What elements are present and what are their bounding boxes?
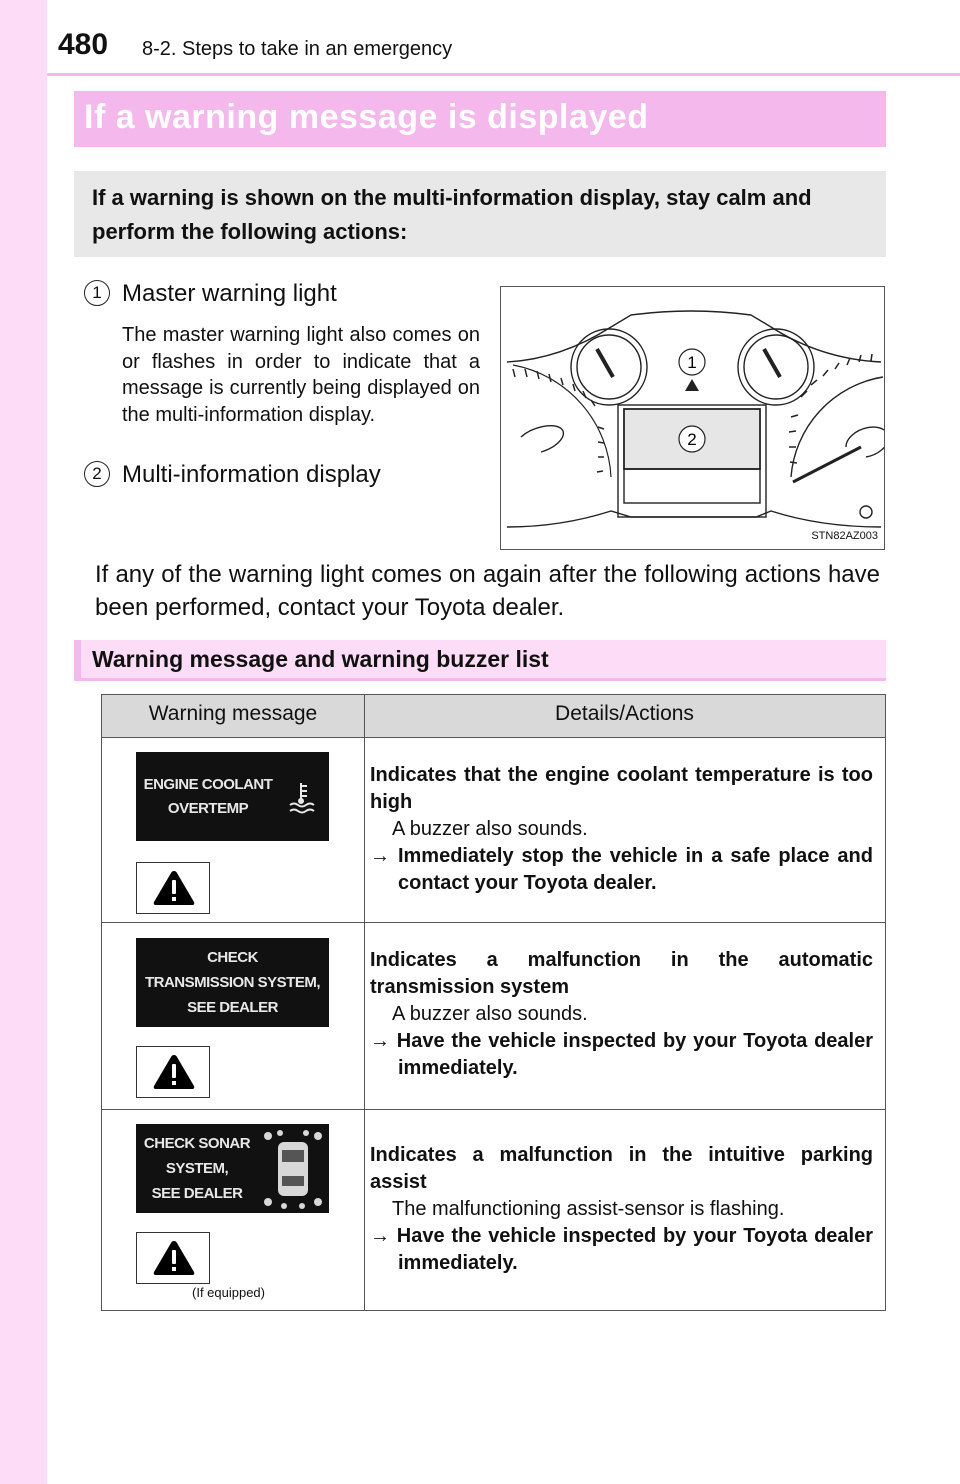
table-header-row — [102, 695, 885, 738]
warning-message-cell — [102, 738, 365, 922]
warning-message-table — [101, 694, 886, 1311]
figure-callout-2: 2 — [687, 430, 697, 449]
page-side-tab — [0, 0, 47, 1484]
page-number: 480 — [58, 28, 109, 61]
display-text-line: SEE DEALER — [187, 999, 278, 1016]
details-cell — [370, 1142, 873, 1277]
display-text-line: TRANSMISSION SYSTEM, — [144, 974, 321, 991]
display-image-engine-coolant — [136, 752, 329, 841]
warning-triangle-icon — [152, 1053, 196, 1091]
action-text — [370, 843, 873, 897]
note-text: The malfunctioning assist-sensor is flashing. — [392, 1198, 785, 1220]
coolant-temperature-icon — [286, 780, 316, 816]
table-row — [102, 738, 885, 923]
display-text-line: CHECK — [207, 949, 258, 966]
action-text — [370, 1028, 873, 1082]
column-header-details-actions: Details/Actions — [555, 702, 694, 725]
callout-number-2: 2 — [84, 461, 110, 487]
vehicle-sensors-icon — [260, 1128, 326, 1210]
display-image-check-sonar — [136, 1124, 329, 1213]
warning-symbol-box — [136, 1232, 210, 1284]
action-label: Have the vehicle inspected by your Toyota dealer immediately. — [396, 1225, 873, 1274]
intro-text: If a warning is shown on the multi-information display, stay calm and perform the following actions: — [92, 185, 812, 244]
action-text — [370, 1223, 873, 1277]
item-heading-master-warning: Master warning light — [122, 280, 337, 307]
figure-code: STN82AZ003 — [811, 530, 878, 542]
body-paragraph: If any of the warning light comes on again after the following actions have been performed, contact your Toyota dealer. — [95, 561, 880, 621]
instrument-cluster-figure — [500, 286, 885, 550]
if-equipped-note: (If equipped) — [192, 1285, 265, 1300]
item-heading-multi-info-display: Multi-information display — [122, 461, 381, 488]
warning-message-cell — [102, 923, 365, 1109]
table-row — [102, 1110, 885, 1310]
display-image-check-transmission — [136, 938, 329, 1027]
item-description-master-warning: The master warning light also comes on or flashes in order to indicate that a message is currently being displayed on the multi-information display. — [122, 324, 480, 426]
subheading-text: Warning message and warning buzzer list — [92, 646, 549, 672]
warning-triangle-icon — [152, 869, 196, 907]
header-rule — [47, 73, 960, 76]
instrument-cluster-illustration — [501, 287, 885, 550]
display-text-line: SYSTEM, — [165, 1160, 229, 1177]
figure-callout-1: 1 — [687, 353, 697, 372]
warning-triangle-icon — [152, 1239, 196, 1277]
arrow-icon: → — [370, 845, 390, 867]
subheading-bar — [74, 640, 886, 681]
running-header: 8-2. Steps to take in an emergency — [142, 38, 453, 60]
display-text-line: ENGINE COOLANT — [143, 776, 273, 793]
note-text: A buzzer also sounds. — [392, 1003, 588, 1025]
callout-number-1: 1 — [84, 280, 110, 306]
warning-message-cell — [102, 1110, 365, 1310]
display-text-line: SEE DEALER — [151, 1185, 243, 1202]
column-header-warning-message: Warning message — [102, 695, 365, 737]
note-text: A buzzer also sounds. — [392, 818, 588, 840]
section-title-bar — [74, 91, 886, 147]
detail-text: Indicates a malfunction in the intuitive parking assist — [370, 1144, 873, 1193]
details-cell — [370, 947, 873, 1082]
action-label: Have the vehicle inspected by your Toyota dealer immediately. — [396, 1030, 873, 1079]
display-text-line: CHECK SONAR — [143, 1135, 251, 1152]
subheading-accent — [74, 640, 81, 681]
section-title: If a warning message is displayed — [84, 98, 649, 136]
warning-symbol-box — [136, 1046, 210, 1098]
detail-text: Indicates that the engine coolant temperature is too high — [370, 764, 873, 813]
display-text-line: OVERTEMP — [167, 800, 249, 817]
arrow-icon: → — [370, 1225, 390, 1247]
details-cell — [370, 762, 873, 897]
action-label: Immediately stop the vehicle in a safe place and contact your Toyota dealer. — [397, 845, 873, 894]
intro-box — [74, 171, 886, 257]
warning-symbol-box — [136, 862, 210, 914]
detail-text: Indicates a malfunction in the automatic transmission system — [370, 949, 873, 998]
table-row — [102, 923, 885, 1110]
arrow-icon: → — [370, 1030, 390, 1052]
